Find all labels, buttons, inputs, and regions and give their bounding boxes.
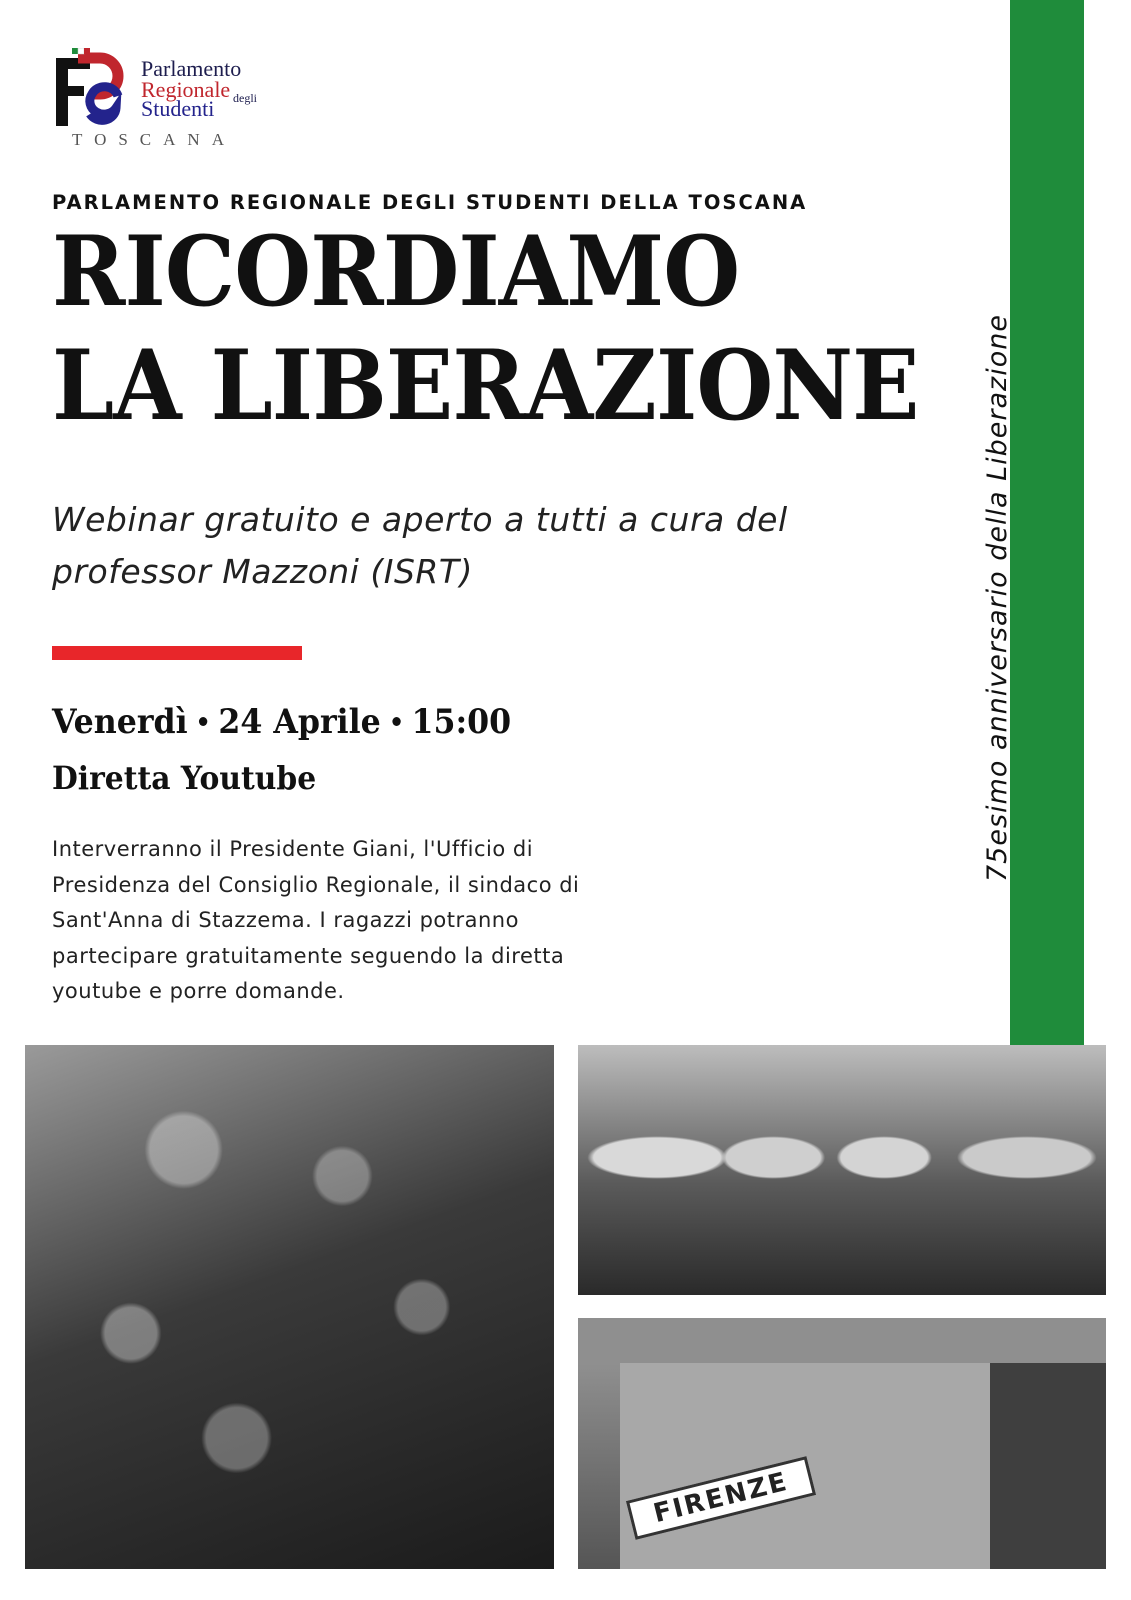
event-location: Diretta Youtube [52, 759, 317, 797]
partisans-group-photo [25, 1045, 554, 1569]
logo-text-studenti: Studenti [141, 96, 215, 121]
event-time: 15:00 [411, 702, 512, 742]
event-date: 24 Aprile [218, 702, 381, 742]
title-line-1: RICORDIAMO [52, 215, 740, 328]
red-divider [52, 646, 302, 660]
organizer-heading: PARLAMENTO REGIONALE DEGLI STUDENTI DELLA TOSCANA [52, 191, 808, 214]
logo-text-regionale: Regionale [141, 77, 231, 102]
logo-text-degli: degli [233, 91, 257, 105]
prs-logo-icon [56, 48, 130, 126]
title-line-2: LA LIBERAZIONE [52, 329, 919, 442]
celebrating-women-photo [578, 1045, 1106, 1295]
webinar-subtitle: Webinar gratuito e aperto a tutti a cura del professor Mazzoni (ISRT) [52, 500, 788, 591]
event-day: Venerdì [52, 702, 188, 742]
event-datetime [52, 702, 511, 742]
anniversary-vertical-text: 75esimo anniversario della Liberazione [982, 314, 1013, 882]
bullet-separator [392, 717, 400, 726]
firenze-sign-text: FIRENZE [650, 1466, 792, 1530]
logo-text-parlamento: Parlamento [141, 56, 242, 81]
event-description: Interverranno il Presidente Giani, l'Ufficio di Presidenza del Consiglio Regionale, il sindaco di Sant'Anna di Stazzema. I ragazzi potranno partecipare gratuitamente seguendo la diretta youtube e porre domande. [52, 837, 580, 1003]
tricolor-green-band [1010, 0, 1084, 1045]
logo-text-toscana: TOSCANA [72, 130, 236, 149]
bullet-separator [199, 717, 207, 726]
